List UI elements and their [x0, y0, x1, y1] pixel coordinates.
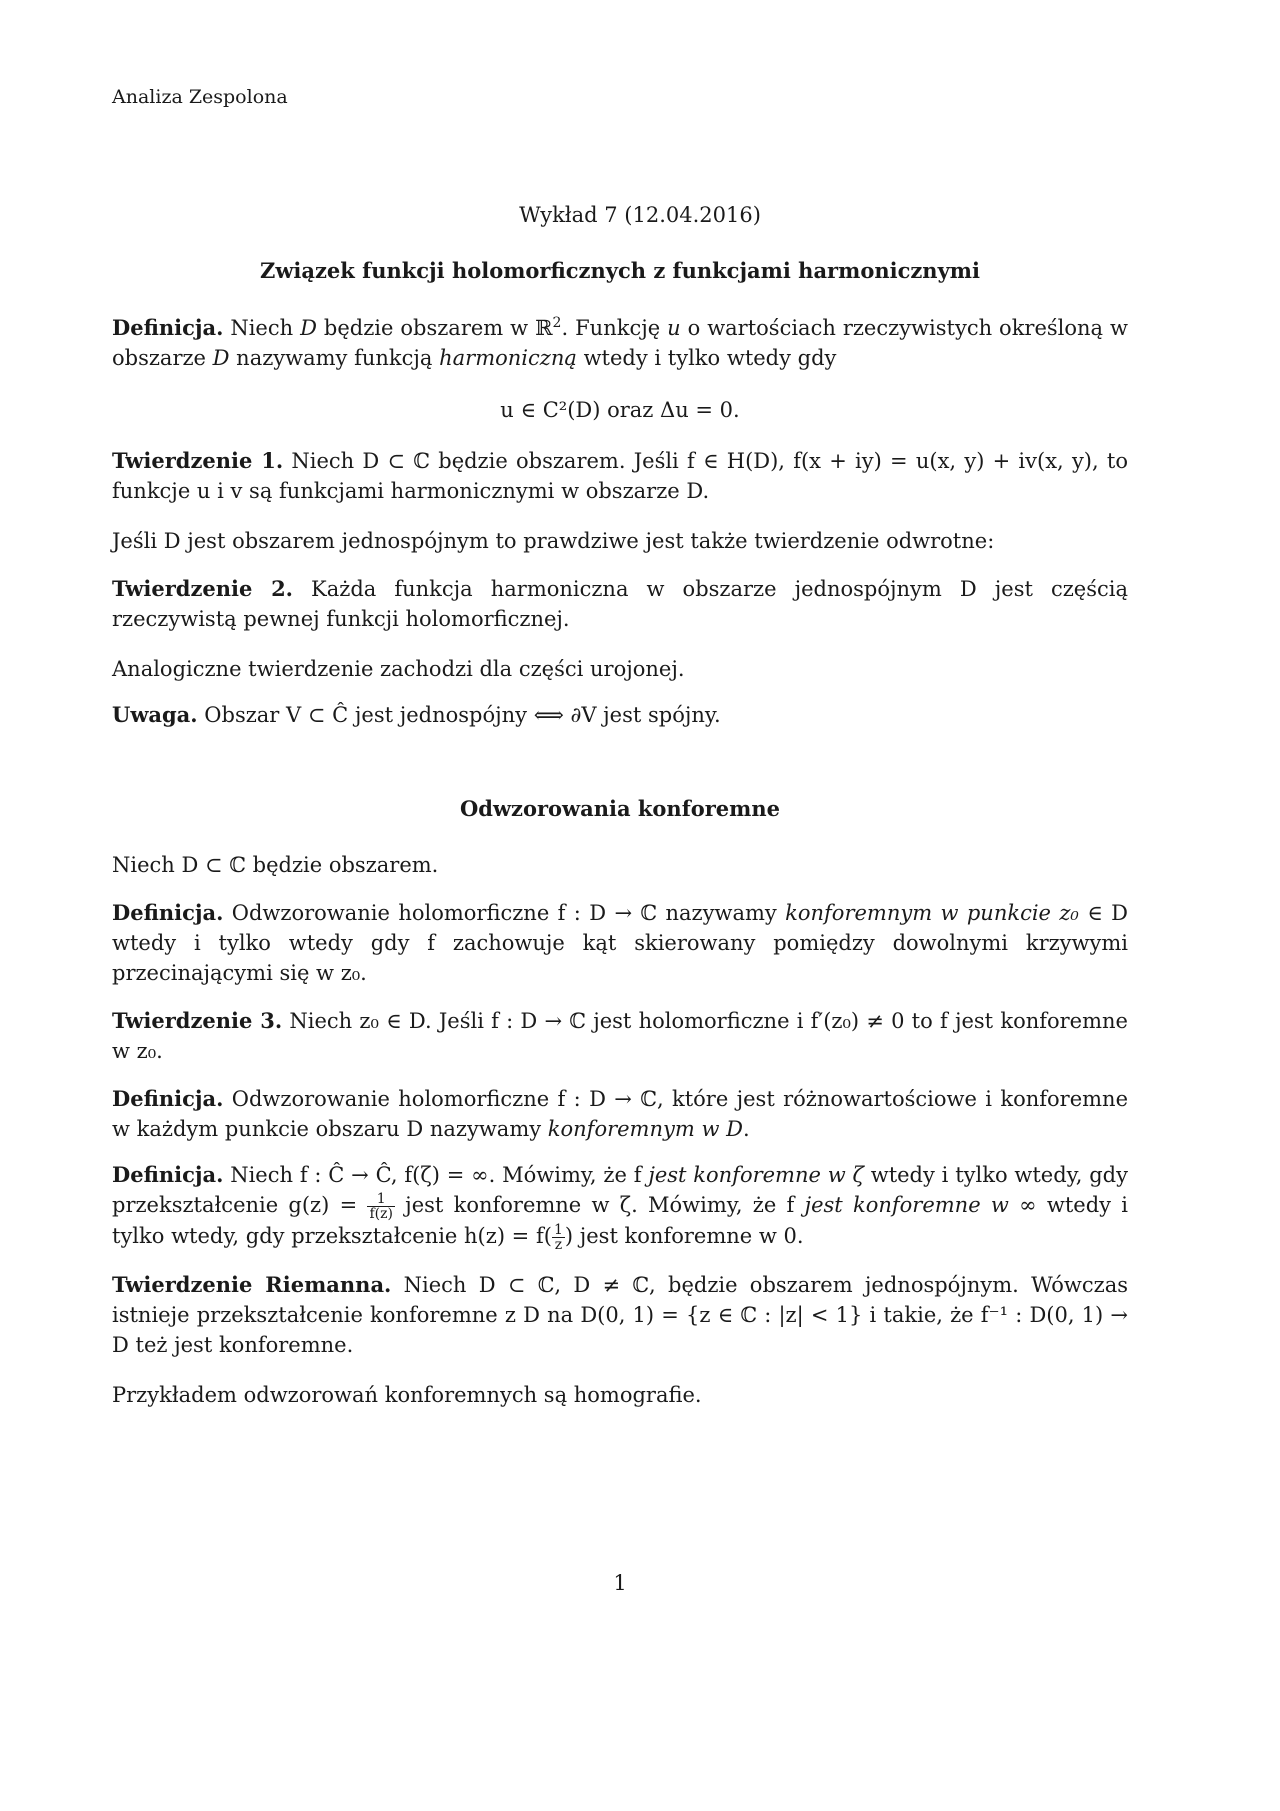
emphasis-harmonic: harmoniczną: [439, 346, 577, 370]
theorem-label: Twierdzenie Riemanna.: [112, 1272, 392, 1297]
definition-label: Definicja.: [112, 1086, 224, 1111]
fraction-h: $\frac{1}{z}$: [553, 1222, 563, 1253]
theorem-2: Twierdzenie 2. Każda funkcja harmoniczna w obszarze jednospójnym D jest częścią rzeczywistą pewnej funkcji holomorficznej.: [112, 576, 1128, 631]
running-head: Analiza Zespolona: [112, 86, 288, 108]
theorem-3: Twierdzenie 3. Niech z₀ ∈ D. Jeśli f : D → ℂ jest holomorficzne i f′(z₀) ≠ 0 to f jest konforemne w z₀.: [112, 1008, 1128, 1063]
converse-remark: Jeśli D jest obszarem jednospójnym to prawdziwe jest także twierdzenie odwrotne:: [112, 529, 995, 553]
section-title-harmonic: Związek funkcji holomorficznych z funkcjami harmonicznymi: [260, 258, 980, 283]
definition-conformal-domain: Definicja. Odwzorowanie holomorficzne f : D → ℂ, które jest różnowartościowe i konforemne w każdym punkcie obszaru D nazywamy konforemnym w D.: [112, 1086, 1128, 1141]
closing-remark: Przykładem odwzorowań konforemnych są homografie.: [112, 1383, 702, 1407]
display-formula: u ∈ C²(D) oraz Δu = 0.: [500, 398, 740, 422]
fraction-g: $\frac{1}{f(z)}$: [369, 1191, 393, 1222]
imaginary-part-note: Analogiczne twierdzenie zachodzi dla części urojonej.: [112, 657, 685, 681]
definition-conformal-infinity: Definicja. Niech f : Ĉ → Ĉ, f(ζ) = ∞. Mówimy, że f jest konforemne w ζ wtedy i tylko wtedy, gdy przekształcenie g(z) = $\frac{1}{f(z)}$ jest konforemne w ζ. Mówimy, że f jest konforemne w ∞ wtedy i tylko wtedy, gdy przekształcenie h(z) = f( $\frac{1}{z}$ ) jest konforemne w 0.: [112, 1162, 1129, 1253]
uwaga-label: Uwaga.: [112, 702, 198, 727]
definition-label: Definicja.: [112, 900, 224, 925]
emphasis-conformal-domain: konforemnym w D: [547, 1117, 743, 1141]
emphasis-conformal-point: konforemnym w punkcie z₀: [785, 901, 1079, 925]
emphasis-conformal-zeta: jest konforemne w ζ: [648, 1163, 864, 1187]
theorem-label: Twierdzenie 1.: [112, 448, 284, 473]
definition-label: Definicja.: [112, 315, 224, 340]
theorem-label: Twierdzenie 3.: [112, 1008, 283, 1033]
page-number: 1: [613, 1571, 627, 1595]
emphasis-conformal-infinity: jest konforemne w ∞: [804, 1193, 1037, 1217]
theorem-label: Twierdzenie 2.: [112, 576, 293, 601]
definition-harmonic: Definicja. Niech D będzie obszarem w ℝ$^2$. Funkcję u o wartościach rzeczywistych określoną w obszarze D nazywamy funkcją harmoniczną wtedy i tylko wtedy gdy: [112, 315, 1128, 370]
section-title-conformal: Odwzorowania konforemne: [459, 796, 781, 821]
conformal-intro: Niech D ⊂ ℂ będzie obszarem.: [112, 853, 439, 877]
uwaga-note: Uwaga. Obszar V ⊂ Ĉ jest jednospójny ⟺ ∂V jest spójny.: [112, 702, 721, 727]
theorem-1: Twierdzenie 1. Niech D ⊂ ℂ będzie obszarem. Jeśli f ∈ H(D), f(x + iy) = u(x, y) + iv(x, y), to funkcje u i v są funkcjami harmonicznymi w obszarze D.: [112, 448, 1128, 503]
riemann-theorem: Twierdzenie Riemanna. Niech D ⊂ ℂ, D ≠ ℂ, będzie obszarem jednospójnym. Wówczas istnieje przekształcenie konforemne z D na D(0, 1) = {z ∈ ℂ : |z| < 1} i takie, że f⁻¹ : D(0, 1) → D też jest konforemne.: [112, 1272, 1128, 1357]
definition-label: Definicja.: [112, 1162, 224, 1187]
definition-conformal-point: Definicja. Odwzorowanie holomorficzne f : D → ℂ nazywamy konforemnym w punkcie z₀ ∈ D wtedy i tylko wtedy gdy f zachowuje kąt skierowany pomiędzy dowolnymi krzywymi przecinającymi się w z₀.: [112, 900, 1128, 985]
lecture-title: Wykład 7 (12.04.2016): [519, 203, 761, 227]
